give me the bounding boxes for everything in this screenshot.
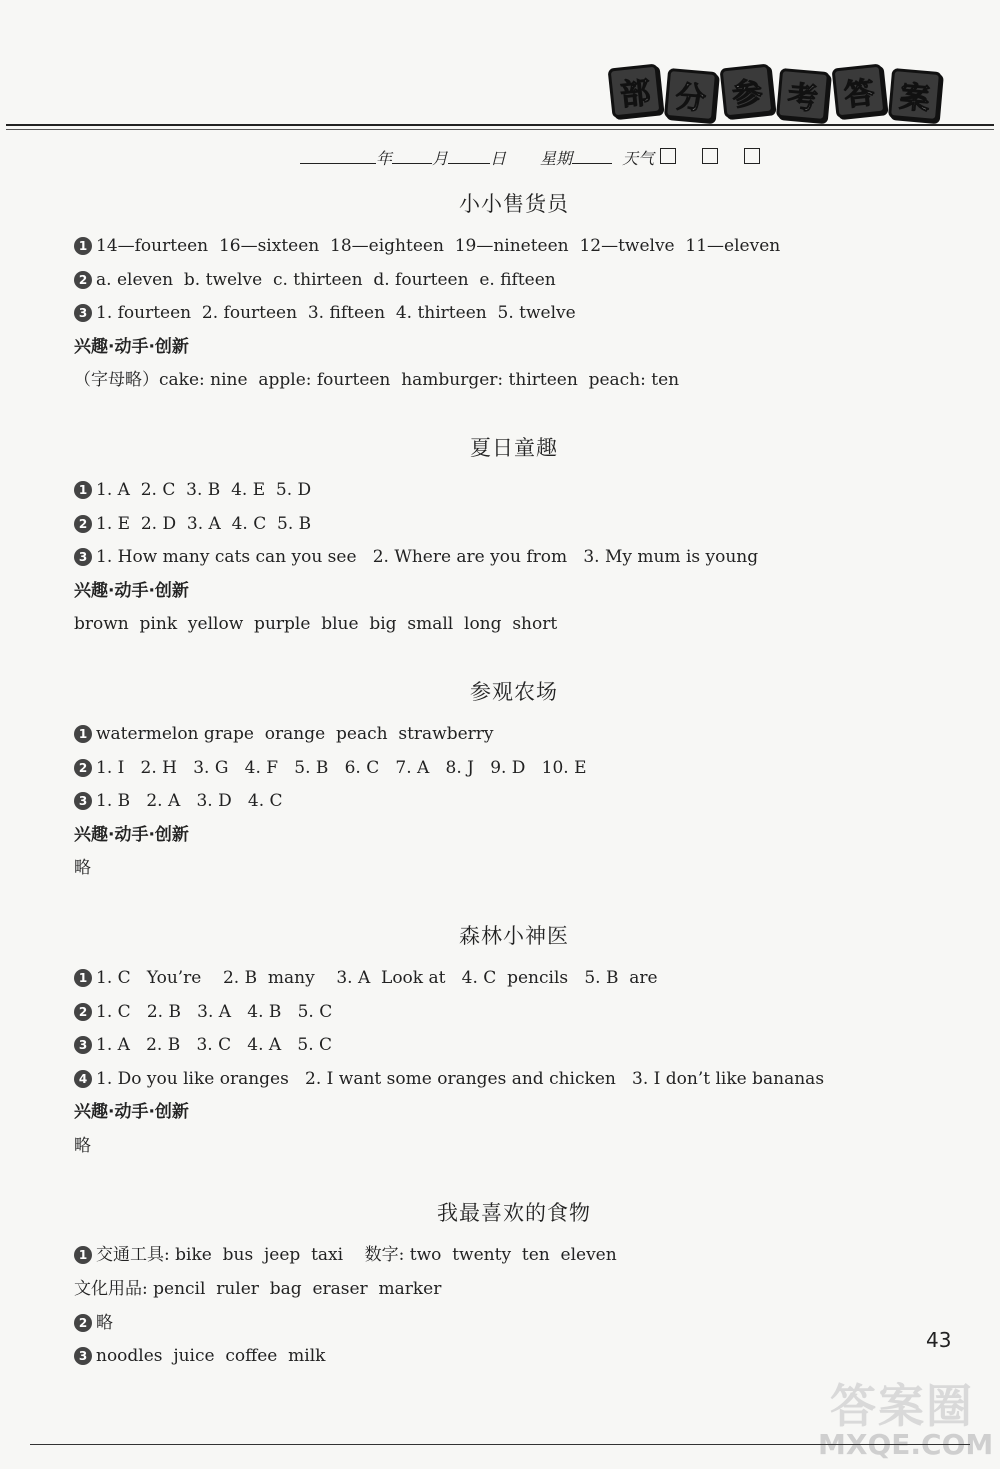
section-title: 夏日童趣 xyxy=(470,435,558,460)
banner-char: 案 xyxy=(888,68,942,122)
weekday-label: 星期 xyxy=(540,149,573,168)
answer-text: 1. C You’re 2. B many 3. A Look at 4. C pencils 5. B are xyxy=(96,967,658,988)
question-number-badge: 2 xyxy=(74,1003,92,1021)
banner-char: 分 xyxy=(664,68,718,122)
answer-section xyxy=(74,1197,934,1373)
month-label: 月 xyxy=(432,149,449,168)
weekday-blank xyxy=(572,149,612,164)
answer-text: 1. A 2. B 3. C 4. A 5. C xyxy=(96,1035,333,1056)
section-title: 森林小神医 xyxy=(459,923,569,948)
year-label: 年 xyxy=(376,149,393,168)
answer-text: 14—fourteen 16—sixteen 18—eighteen 19—nineteen 12—twelve 11—eleven xyxy=(96,236,781,256)
answer-text: 略 xyxy=(96,1312,113,1333)
day-label: 日 xyxy=(490,149,507,168)
answer-line xyxy=(74,1340,934,1374)
date-weather-line xyxy=(300,146,780,169)
banner-char: 答 xyxy=(832,64,887,119)
answer-line xyxy=(74,1063,934,1097)
question-number-badge: 2 xyxy=(74,759,92,777)
answer-line xyxy=(74,962,934,996)
answer-text: 文化用品: pencil ruler bag eraser marker xyxy=(74,1279,442,1300)
answer-text: 1. C 2. B 3. A 4. B 5. C xyxy=(96,1001,333,1022)
answer-section xyxy=(74,432,934,676)
subheading-answer: （字母略）cake: nine apple: fourteen hamburger: thirteen peach: ten xyxy=(74,370,680,391)
answer-line xyxy=(74,718,934,752)
section-title: 参观农场 xyxy=(470,679,558,704)
question-number-badge: 1 xyxy=(74,481,92,499)
answer-line xyxy=(74,264,934,298)
answer-line xyxy=(74,1307,934,1341)
answer-content xyxy=(74,188,934,1374)
section-gap xyxy=(74,886,934,920)
banner-char: 考 xyxy=(776,68,830,122)
top-rule-thin xyxy=(6,129,994,130)
banner-char: 参 xyxy=(720,64,775,119)
answer-key-banner xyxy=(610,66,940,116)
day-blank xyxy=(448,149,490,164)
subheading: 兴趣·动手·创新 xyxy=(74,1102,189,1123)
answer-text: 1. B 2. A 3. D 4. C xyxy=(96,791,283,812)
answer-text: 1. A 2. C 3. B 4. E 5. D xyxy=(96,479,312,500)
answer-section xyxy=(74,920,934,1198)
answer-line xyxy=(74,1273,934,1307)
answer-line xyxy=(74,996,934,1030)
answer-text: 交通工具: bike bus jeep taxi 数字: two twenty ten eleven xyxy=(96,1245,617,1266)
answer-line xyxy=(74,752,934,786)
question-number-badge: 3 xyxy=(74,1036,92,1054)
answer-line xyxy=(74,508,934,542)
section-gap xyxy=(74,398,934,432)
question-number-badge: 3 xyxy=(74,548,92,566)
section-title: 我最喜欢的食物 xyxy=(437,1201,591,1226)
question-number-badge: 1 xyxy=(74,1246,92,1264)
subheading: 兴趣·动手·创新 xyxy=(74,824,189,845)
answer-line xyxy=(74,297,934,331)
question-number-badge: 2 xyxy=(74,271,92,289)
watermark-url: MXQE.COM xyxy=(818,1428,994,1461)
year-blank xyxy=(300,149,376,164)
page-number: 43 xyxy=(926,1328,952,1352)
answer-text: 1. Do you like oranges 2. I want some oranges and chicken 3. I don’t like bananas xyxy=(96,1068,825,1089)
subheading: 兴趣·动手·创新 xyxy=(74,336,189,357)
weather-label: 天气 xyxy=(622,149,655,168)
question-number-badge: 1 xyxy=(74,725,92,743)
answer-text: noodles juice coffee milk xyxy=(96,1346,326,1367)
answer-text: 1. How many cats can you see 2. Where are you from 3. My mum is young xyxy=(96,547,759,568)
answer-section xyxy=(74,188,934,432)
answer-line xyxy=(74,230,934,264)
cloudy-checkbox xyxy=(702,148,718,164)
answer-text: watermelon grape orange peach strawberry xyxy=(96,723,494,744)
subheading-answer: brown pink yellow purple blue big small long short xyxy=(74,614,558,635)
question-number-badge: 3 xyxy=(74,304,92,322)
question-number-badge: 4 xyxy=(74,1070,92,1088)
question-number-badge: 1 xyxy=(74,237,92,255)
answer-text: 1. E 2. D 3. A 4. C 5. B xyxy=(96,513,312,534)
top-rule xyxy=(6,124,994,126)
section-gap xyxy=(74,642,934,676)
question-number-badge: 2 xyxy=(74,515,92,533)
answer-text: 1. I 2. H 3. G 4. F 5. B 6. C 7. A 8. J 9. D 10. E xyxy=(96,757,587,778)
bottom-rule xyxy=(30,1444,970,1445)
rainy-checkbox xyxy=(744,148,760,164)
answer-line xyxy=(74,1029,934,1063)
sunny-checkbox xyxy=(660,148,676,164)
answer-line xyxy=(74,541,934,575)
section-title: 小小售货员 xyxy=(459,192,569,216)
section-gap xyxy=(74,1163,934,1197)
question-number-badge: 3 xyxy=(74,1347,92,1365)
subheading-answer: 略 xyxy=(74,1135,91,1156)
banner-char: 部 xyxy=(608,64,663,119)
watermark-logo: 答案圈 xyxy=(830,1379,974,1433)
answer-line xyxy=(74,474,934,508)
subheading: 兴趣·动手·创新 xyxy=(74,580,189,601)
answer-text: a. eleven b. twelve c. thirteen d. fourteen e. fifteen xyxy=(96,269,556,290)
question-number-badge: 2 xyxy=(74,1314,92,1332)
answer-line xyxy=(74,785,934,819)
question-number-badge: 1 xyxy=(74,969,92,987)
answer-line xyxy=(74,1239,934,1273)
answer-text: 1. fourteen 2. fourteen 3. fifteen 4. thirteen 5. twelve xyxy=(96,303,576,324)
month-blank xyxy=(392,149,432,164)
subheading-answer: 略 xyxy=(74,858,91,879)
answer-section xyxy=(74,676,934,920)
question-number-badge: 3 xyxy=(74,792,92,810)
